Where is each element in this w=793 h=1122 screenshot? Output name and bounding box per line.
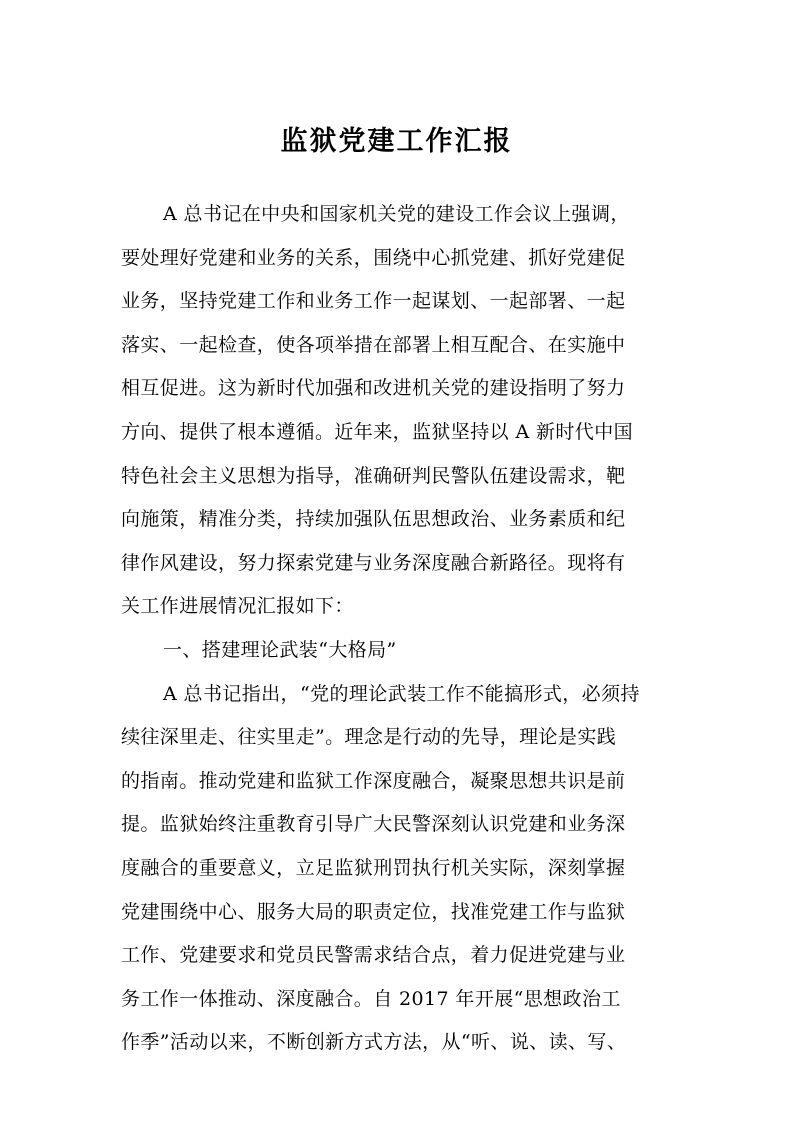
paragraph-line: 方向、提供了根本遵循。近年来，监狱坚持以 A 新时代中国 (121, 420, 634, 443)
paragraph-line: 度融合的重要意义，立足监狱刑罚执行机关实际，深刻掌握 (121, 856, 626, 879)
paragraph-line: 关工作进展情况汇报如下： (121, 595, 354, 618)
section-heading: 一、搭建理论武装“大格局” (163, 638, 397, 661)
paragraph-line: 续往深里走、往实里走”。理念是行动的先导，理论是实践 (121, 726, 617, 749)
paragraph-line: 党建围绕中心、服务大局的职责定位，找准党建工作与监狱 (121, 900, 626, 923)
paragraph-line: 业务，坚持党建工作和业务工作一起谋划、一起部署、一起 (121, 290, 626, 313)
paragraph-line: 提。监狱始终注重教育引导广大民警深刻认识党建和业务深 (121, 813, 626, 836)
document-title: 监狱党建工作汇报 (280, 126, 513, 157)
paragraph-line: A 总书记指出，“党的理论武装工作不能搞形式，必须持 (163, 682, 640, 705)
paragraph-line: 向施策，精准分类，持续加强队伍思想政治、业务素质和纪 (121, 508, 626, 531)
paragraph-line: A 总书记在中央和国家机关党的建设工作会议上强调， (163, 203, 630, 225)
paragraph-line: 工作、党建要求和党员民警需求结合点，着力促进党建与业 (121, 944, 626, 967)
paragraph-line: 律作风建设，努力探索党建与业务深度融合新路径。现将有 (121, 551, 626, 574)
paragraph-line: 落实、一起检查，使各项举措在部署上相互配合、在实施中 (121, 333, 626, 356)
paragraph-line: 特色社会主义思想为指导，准确研判民警队伍建设需求，靶 (121, 464, 626, 487)
document-body (121, 193, 681, 1065)
paragraph-line: 作季”活动以来，不断创新方式方法，从“听、说、读、写、 (121, 1031, 627, 1054)
paragraph-line: 务工作一体推动、深度融合。自 2017 年开展“思想政治工 (121, 987, 621, 1010)
paragraph-line: 相互促进。这为新时代加强和改进机关党的建设指明了努力 (121, 377, 626, 400)
paragraph-line: 的指南。推动党建和监狱工作深度融合，凝聚思想共识是前 (121, 769, 626, 792)
paragraph-line: 要处理好党建和业务的关系，围绕中心抓党建、抓好党建促 (121, 246, 626, 269)
